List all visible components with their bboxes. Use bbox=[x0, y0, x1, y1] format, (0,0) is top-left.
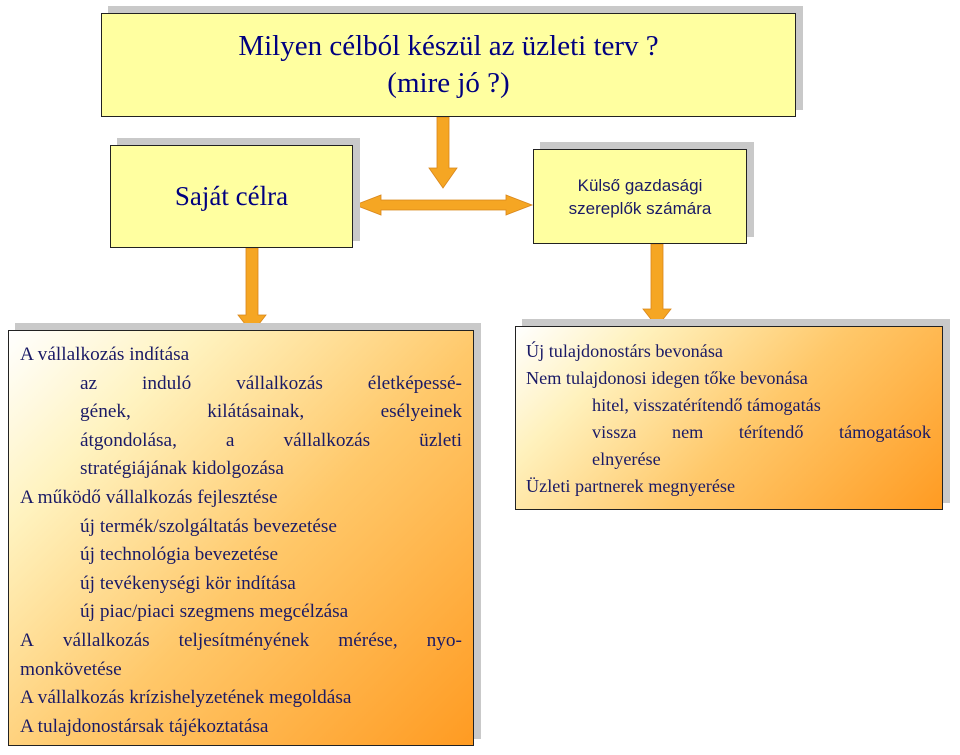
list-item: A tulajdonostársak tájékoztatása bbox=[20, 715, 269, 737]
list-item: A vállalkozás krízishelyzetének megoldása bbox=[20, 687, 352, 709]
external-actors-line-1: Külső gazdasági bbox=[577, 175, 703, 195]
question-line-1: Milyen célból készül az üzleti terv ? bbox=[238, 30, 659, 62]
arrow-down-right bbox=[643, 244, 671, 327]
arrow-down-center bbox=[429, 117, 457, 188]
external-actors-panel bbox=[515, 326, 943, 510]
list-item: elnyerése bbox=[592, 449, 661, 469]
external-actors-box bbox=[533, 149, 747, 244]
question-box bbox=[101, 13, 796, 117]
list-item: A vállalkozás teljesítményének mérése, nyo- bbox=[20, 629, 462, 651]
list-item: monkövetése bbox=[20, 658, 122, 680]
arrow-horizontal-double bbox=[355, 195, 532, 215]
list-item: stratégiájának kidolgozása bbox=[80, 458, 284, 480]
external-actors-line-2: szereplők számára bbox=[568, 198, 712, 218]
list-item: vissza nem térítendő támogatások bbox=[592, 422, 931, 442]
own-purpose-box bbox=[110, 145, 353, 248]
list-item: új tevékenységi kör indítása bbox=[80, 572, 296, 594]
list-item: gének, kilátásainak, esélyeinek bbox=[80, 401, 462, 423]
question-line-2: (mire jó ?) bbox=[387, 67, 510, 99]
list-item: A vállalkozás indítása bbox=[20, 344, 190, 365]
list-item: Nem tulajdonosi idegen tőke bevonása bbox=[526, 368, 808, 388]
list-item: új piac/piaci szegmens megcélzása bbox=[80, 601, 349, 623]
own-purpose-panel bbox=[8, 330, 474, 746]
list-item: hitel, visszatérítendő támogatás bbox=[592, 395, 821, 415]
own-purpose-label: Saját célra bbox=[174, 181, 289, 211]
arrow-down-left bbox=[238, 248, 266, 333]
list-item: átgondolása, a vállalkozás üzleti bbox=[80, 429, 462, 451]
list-item: új technológia bevezetése bbox=[80, 544, 279, 566]
list-item: Új tulajdonostárs bevonása bbox=[526, 341, 723, 361]
list-item: A működő vállalkozás fejlesztése bbox=[20, 486, 278, 508]
list-item: új termék/szolgáltatás bevezetése bbox=[80, 515, 337, 537]
list-item: Üzleti partnerek megnyerése bbox=[526, 476, 736, 496]
list-item: az induló vállalkozás életképessé- bbox=[80, 372, 462, 394]
